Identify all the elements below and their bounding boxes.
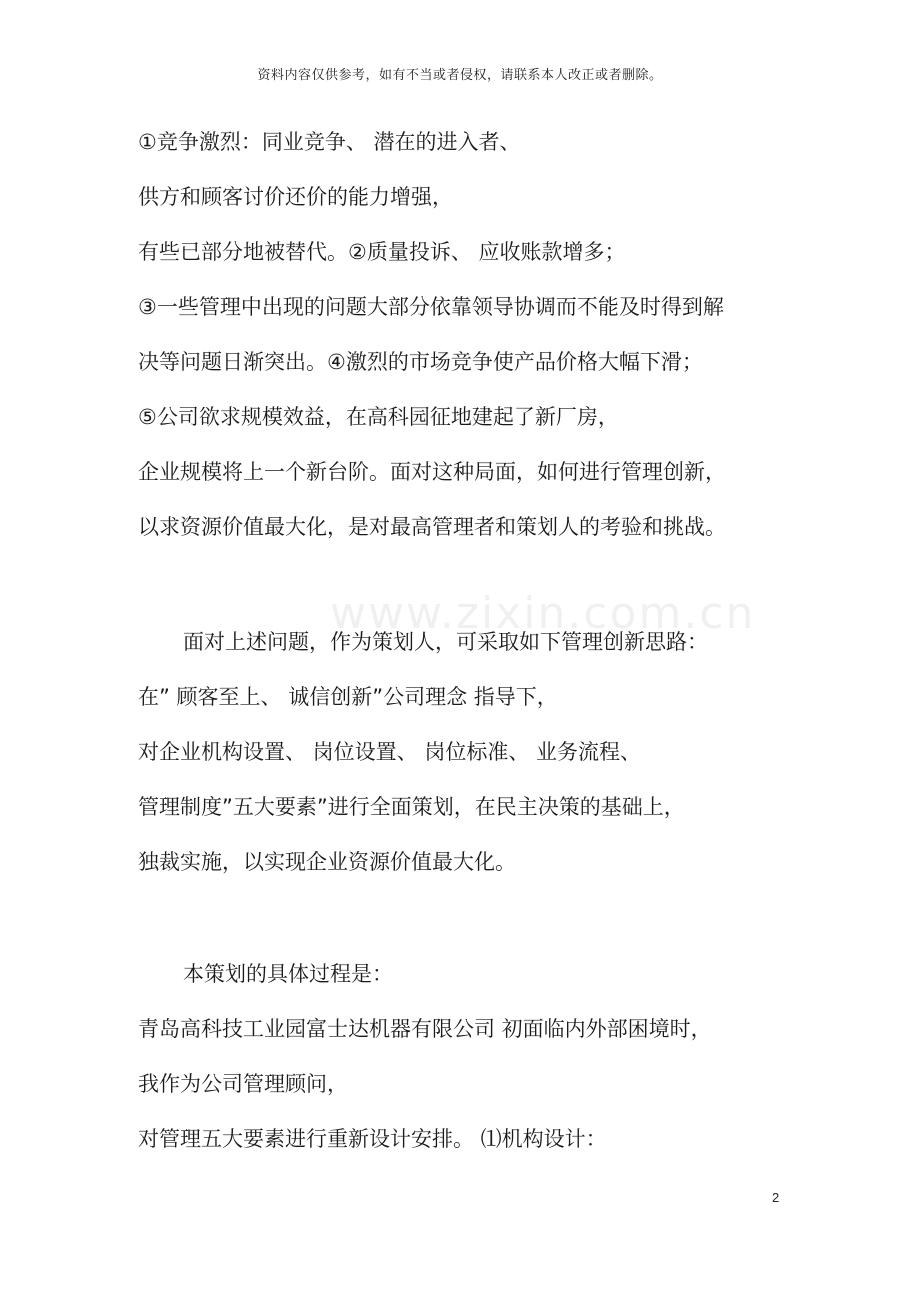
paragraph-start-line: 本策划的具体过程是： (183, 962, 393, 986)
paragraph-start-line: 面对上述问题，作为策划人，可采取如下管理创新思路： (183, 630, 708, 654)
body-line: 管理制度”五大要素”进行全面策划，在民主决策的基础上， (138, 795, 685, 819)
page-number: 2 (772, 1190, 780, 1205)
body-line: 供方和顾客讨价还价的能力增强， (138, 185, 453, 209)
body-line: 对企业机构设置、 岗位设置、 岗位标准、 业务流程、 (138, 740, 642, 764)
body-line: ⑤公司欲求规模效益，在高科园征地建起了新厂房， (138, 405, 619, 429)
body-line: 决等问题日渐突出。④激烈的市场竞争使产品价格大幅下滑； (138, 350, 703, 374)
watermark: www.zixin.com.cn (330, 588, 756, 639)
body-line: 对管理五大要素进行重新设计安排。 ⑴机构设计： (138, 1127, 607, 1151)
body-line: 独裁实施，以实现企业资源价值最大化。 (138, 850, 516, 874)
body-line: 企业规模将上一个新台阶。面对这种局面，如何进行管理创新， (138, 460, 726, 484)
header-note: 资料内容仅供参考，如有不当或者侵权，请联系本人改正或者删除。 (257, 68, 663, 83)
body-line: 青岛高科技工业园富士达机器有限公司 初面临内外部困境时， (138, 1017, 712, 1041)
body-line: 以求资源价值最大化，是对最高管理者和策划人的考验和挑战。 (138, 515, 726, 539)
body-line: 我作为公司管理顾问， (138, 1072, 348, 1096)
body-line: ③一些管理中出现的问题大部分依靠领导协调而不能及时得到解 (138, 295, 724, 319)
body-line: ①竞争激烈：同业竞争、 潜在的进入者、 (138, 130, 521, 154)
body-line: 在” 顾客至上、 诚信创新”公司理念 指导下， (138, 685, 558, 709)
body-line: 有些已部分地被替代。②质量投诉、 应收账款增多； (138, 240, 626, 264)
